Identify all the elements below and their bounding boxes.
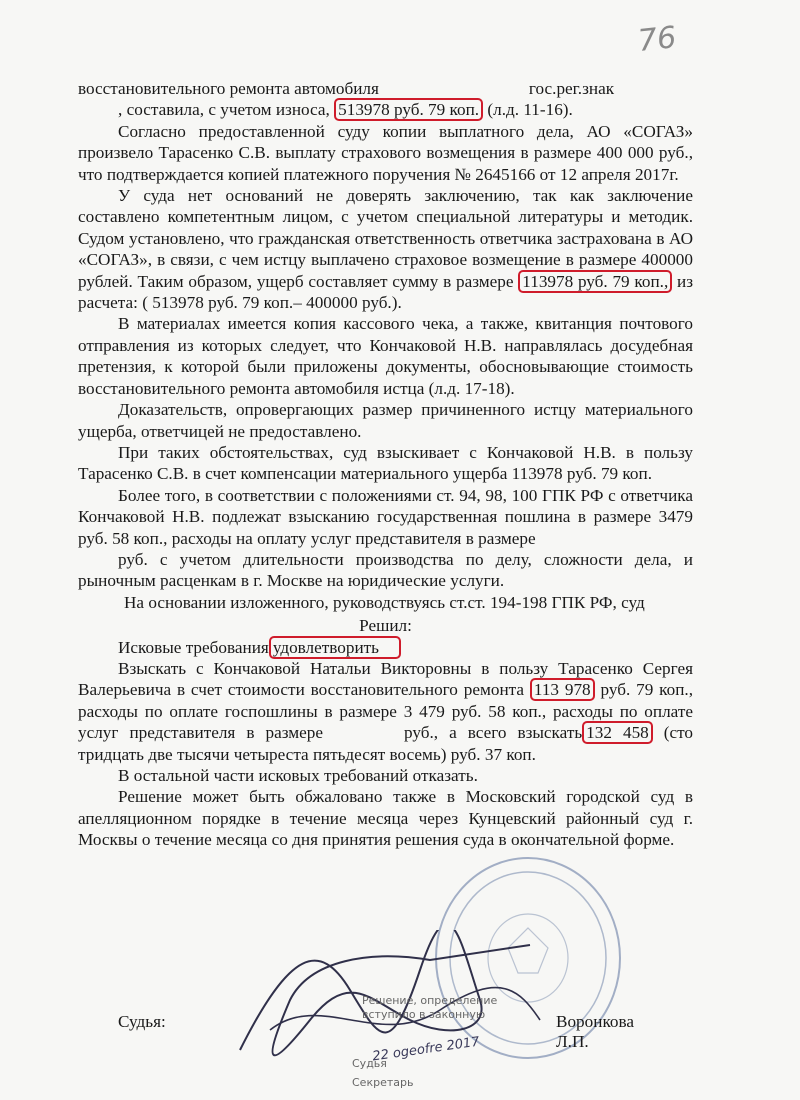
highlight-total-sum: 132 458 <box>582 721 653 744</box>
paragraph-10: Взыскать с Кончаковой Натальи Викторовны в пользу Тарасенко Сергея Валерьевича в счет стоимости восстановительного ремонта 113 978 руб. 79 коп., расходы по оплате госпошлины в размере 3 479 руб. 58 коп., расходы по оплате услуг представителя в размере руб., а всего взыскать 132 458 (сто тридцать две тысячи четыреста пятьдесят восемь) руб. 37 коп. <box>78 658 694 764</box>
highlight-amount-total: 513978 руб. 79 коп. <box>334 98 483 121</box>
paragraph-5: Доказательств, опровергающих размер причиненного истцу материального ущерба, ответчицей не предоставлено. <box>78 400 693 441</box>
decision-heading: Решил: <box>359 616 412 636</box>
document-body <box>78 78 693 851</box>
judge-name: Воронкова Л.П. <box>556 1012 635 1051</box>
paragraph-12: Решение может быть обжаловано также в Московский городской суд в апелляционном порядке в течение месяца через Кунцевский районный суд г. Москвы о течение месяца со дня принятия решения суда в окончательной форме. <box>78 787 693 850</box>
paragraph-1: восстановительного ремонта автомобиля гос.рег.знак <box>78 79 615 98</box>
paragraph-7: Более того, в соответствии с положениями ст. 94, 98, 100 ГПК РФ с ответчика Кончаковой Н.В. подлежат взысканию государственная пошлина в размере 3479 руб. 58 коп., расходы на оплату услуг представителя в размере руб. с учетом длительности производства по делу, сложности дела, и рыночным расценкам в г. Москве на юридические услуги. <box>78 485 693 591</box>
paragraph-6: При таких обстоятельствах, суд взыскивает с Кончаковой Н.В. в пользу Тарасенко С.В. в счет компенсации материального ущерба 113978 руб. 79 коп. <box>78 442 693 484</box>
paragraph-8: На основании изложенного, руководствуясь ст.ст. 194-198 ГПК РФ, суд <box>124 592 645 612</box>
paragraph-9: Исковые требования удовлетворить <box>78 637 693 658</box>
document-page: 76 восстановительного ремонта автомобиля гос.рег.знак , составила, с учетом износа, 513978 руб. 79 коп. (л.д. 11-16). Согласно предоставленной суду копии выплатного дела, АО «СОГАЗ» произвело Тарасенко С.В. выплату страхового возмещения в размере 400 000 руб., что подтверждается копией платежного поручения № 2645166 от 12 апреля 2017г. У суда нет оснований не доверять заключению, так как заключение составлено компетентным лицом, с учетом специальной литературы и методик. Судом установлено, что гражданская ответственность ответчика застрахована в АО «СОГАЗ», в связи, с чем истцу выплачено страховое возмещение в размере 400000 рублей. Таким образом, ущерб составляет сумму в размере 113978 руб. 79 коп., из расчета: ( 513978 руб. 79 коп.– 400000 руб.). В материалах имеется копия кассового чека, а также, квитанция почтового отправления из которых следует, что Кончаковой Н.В. направлялась досудебная претензия, к которой были приложены документы, обосновывающие стоимость восстановительного ремонта автомобиля истца (л.д. 17-18). Доказательств, опровергающих размер причиненного истцу материального ущерба, ответчицей не предоставлено. При таких обстоятельствах, суд взыскивает с Кончаковой Н.В. в пользу Тарасенко С.В. в счет компенсации материального ущерба 113978 руб. 79 коп. Более того, в соответствии с положениями ст. 94, 98, 100 ГПК РФ с ответчика Кончаковой Н.В. подлежат взысканию государственная пошлина в размере 3479 руб. 58 коп., расходы на оплату услуг представителя в размере руб. с учетом длительности производства по делу, сложности дела, и рыночным расценкам в г. Москве на юридические услуги. На основании изложенного, руководствуясь ст.ст. 194-198 ГПК РФ, суд Решил: Исковые требования удовлетворить Взыскать с Кончаковой Натальи Викторовны в пользу Тарасенко Сергея Валерьевича в счет стоимости восстановительного ремонта 113 978 руб. 79 коп., расходы по оплате госпошлины в размере 3 479 руб. 58 коп., расходы по оплате услуг представителя в размере руб., а всего взыскать 132 458 (сто тридцать две тысячи четыреста пятьдесят восемь) руб. 37 коп. В остальной части исковых требований отказать. Решение может быть обжаловано также в Московский городской суд в апелляционном порядке в течение месяца через Кунцевский районный суд г. Москвы о течение месяца со дня принятия решения суда в окончательной форме. 22 ogeofre 2017 Решение, определение вступило в законную Судья Секретарь Судья: Воронкова Л.П. <box>0 0 800 1100</box>
paragraph-4: В материалах имеется копия кассового чека, а также, квитанция почтового отправления из которых следует, что Кончаковой Н.В. направлялась досудебная претензия, к которой были приложены документы, обосновывающие стоимость восстановительного ремонта автомобиля истца (л.д. 17-18). <box>78 314 693 398</box>
highlight-satisfy: удовлетворить <box>269 636 401 659</box>
highlight-repair-sum: 113 978 <box>530 678 595 701</box>
page-number: 76 <box>636 20 678 59</box>
judge-label: Судья: <box>118 1012 166 1031</box>
paragraph-2: Согласно предоставленной суду копии выплатного дела, АО «СОГАЗ» произвело Тарасенко С.В. выплату страхового возмещения в размере 400 000 руб., что подтверждается копией платежного поручения № 2645166 от 12 апреля 2017г. <box>78 121 693 184</box>
highlight-amount-damage: 113978 руб. 79 коп., <box>518 270 672 293</box>
paragraph-11: В остальной части исковых требований отказать. <box>118 766 478 785</box>
paragraph-3: У суда нет оснований не доверять заключению, так как заключение составлено компетентным лицом, с учетом специальной литературы и методик. Судом установлено, что гражданская ответственность ответчика застрахована в АО «СОГАЗ», в связи, с чем истцу выплачено страховое возмещение в размере 400000 рублей. Таким образом, ущерб составляет сумму в размере 113978 руб. 79 коп., из расчета: ( 513978 руб. 79 коп.– 400000 руб.). <box>78 186 694 313</box>
handwritten-date: 22 ogeofre 2017 <box>371 1034 481 1065</box>
paragraph-1b: , составила, с учетом износа, 513978 руб. 79 коп. (л.д. 11-16). <box>118 100 573 120</box>
